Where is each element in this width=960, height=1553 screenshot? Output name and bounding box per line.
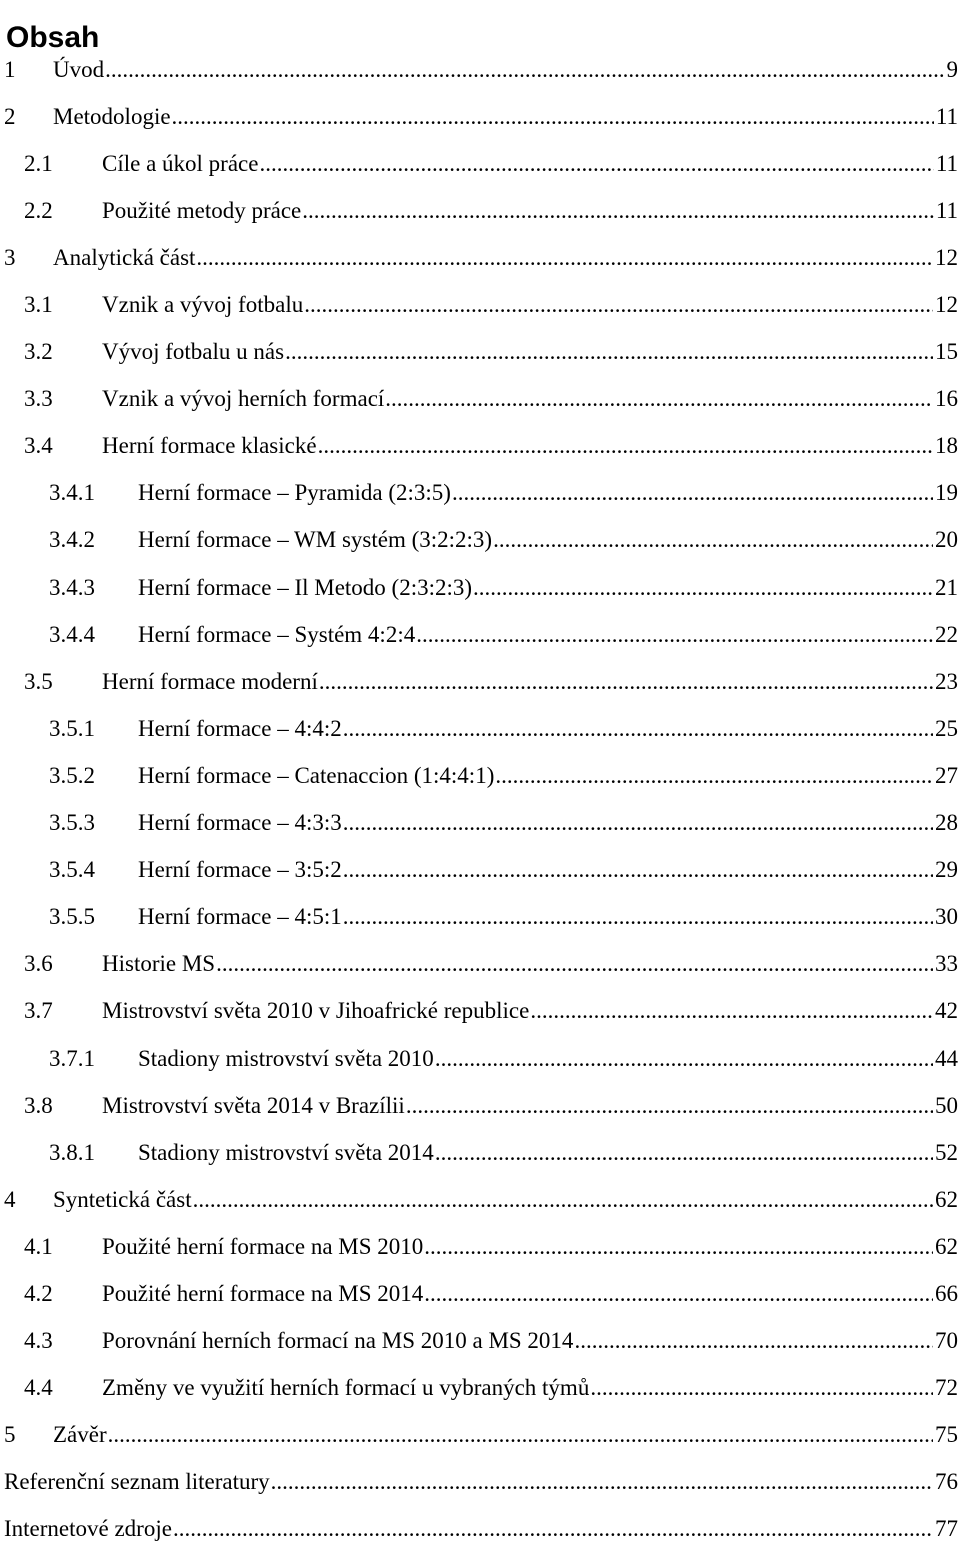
toc-entry-title: Cíle a úkol práce bbox=[102, 150, 259, 176]
toc-entry-title: Herní formace – WM systém (3:2:2:3) bbox=[138, 527, 493, 553]
toc-entry-number: 3.5 bbox=[24, 668, 53, 694]
toc-entry-page-number: 9 bbox=[946, 56, 958, 82]
toc-entry-title: Herní formace – Catenaccion (1:4:4:1) bbox=[138, 762, 495, 788]
dot-leader bbox=[196, 245, 933, 271]
toc-entry-title: Závěr bbox=[53, 1422, 107, 1448]
toc-entry-title: Herní formace – Pyramida (2:3:5) bbox=[138, 480, 451, 506]
toc-entry-page-number: 50 bbox=[935, 1092, 958, 1118]
toc-entry-page-number: 20 bbox=[935, 527, 958, 553]
toc-entry-title: Analytická část bbox=[53, 244, 196, 270]
toc-entry[interactable] bbox=[0, 1270, 960, 1317]
toc-entry[interactable] bbox=[0, 705, 960, 752]
toc-entry-title: Metodologie bbox=[53, 103, 171, 129]
toc-entry-number: 4.3 bbox=[24, 1328, 53, 1354]
toc-entry-title: Vznik a vývoj herních formací bbox=[102, 386, 385, 412]
toc-entry-number: 3.4 bbox=[24, 433, 53, 459]
toc-entry[interactable] bbox=[0, 611, 960, 658]
toc-entry-title: Internetové zdroje bbox=[4, 1516, 172, 1542]
dot-leader bbox=[105, 57, 944, 83]
toc-entry-number: 3.4.2 bbox=[49, 527, 95, 553]
toc-entry-page-number: 62 bbox=[935, 1233, 958, 1259]
toc-entry-page-number: 42 bbox=[935, 998, 958, 1024]
toc-entry-number: 2.1 bbox=[24, 150, 53, 176]
dot-leader bbox=[473, 575, 933, 601]
toc-entry-number: 3.5.5 bbox=[49, 904, 95, 930]
dot-leader bbox=[173, 1516, 933, 1542]
dot-leader bbox=[343, 716, 933, 742]
dot-leader bbox=[406, 1093, 933, 1119]
dot-leader bbox=[193, 1187, 933, 1213]
toc-entry-page-number: 15 bbox=[935, 339, 958, 365]
toc-entry-title: Použité herní formace na MS 2014 bbox=[102, 1280, 424, 1306]
toc-entry[interactable] bbox=[0, 376, 960, 423]
dot-leader bbox=[424, 1234, 933, 1260]
toc-entry-title: Herní formace – 4:4:2 bbox=[138, 715, 342, 741]
dot-leader bbox=[259, 151, 933, 177]
toc-entry[interactable] bbox=[0, 1318, 960, 1365]
dot-leader bbox=[435, 1046, 933, 1072]
toc-entry[interactable] bbox=[0, 1459, 960, 1506]
toc-entry-title: Vznik a vývoj fotbalu bbox=[102, 292, 304, 318]
dot-leader bbox=[452, 480, 933, 506]
toc-entry-number: 3.7.1 bbox=[49, 1045, 95, 1071]
toc-entry[interactable] bbox=[0, 800, 960, 847]
toc-entry-number: 3.5.3 bbox=[49, 810, 95, 836]
toc-entry-page-number: 23 bbox=[935, 668, 958, 694]
toc-entry[interactable] bbox=[0, 752, 960, 799]
dot-leader bbox=[493, 527, 933, 553]
dot-leader bbox=[343, 904, 933, 930]
toc-entry[interactable] bbox=[0, 1506, 960, 1553]
toc-entry-title: Použité herní formace na MS 2010 bbox=[102, 1233, 424, 1259]
dot-leader bbox=[590, 1375, 933, 1401]
toc-entry[interactable] bbox=[0, 1035, 960, 1082]
dot-leader bbox=[574, 1328, 933, 1354]
dot-leader bbox=[172, 104, 934, 130]
toc-entry-number: 3.6 bbox=[24, 951, 53, 977]
toc-entry[interactable] bbox=[0, 1176, 960, 1223]
toc-entry-number: 2 bbox=[4, 103, 16, 129]
toc-entry[interactable] bbox=[0, 423, 960, 470]
dot-leader bbox=[302, 198, 934, 224]
toc-entry-title: Herní formace klasické bbox=[102, 433, 317, 459]
dot-leader bbox=[343, 810, 933, 836]
dot-leader bbox=[304, 292, 933, 318]
toc-entry-page-number: 76 bbox=[935, 1469, 958, 1495]
toc-entry-title: Mistrovství světa 2014 v Brazílii bbox=[102, 1092, 405, 1118]
toc-entry-title: Vývoj fotbalu u nás bbox=[102, 339, 285, 365]
dot-leader bbox=[318, 433, 933, 459]
toc-entry-page-number: 28 bbox=[935, 810, 958, 836]
toc-entry-title: Herní formace moderní bbox=[102, 668, 318, 694]
toc-entry[interactable] bbox=[0, 658, 960, 705]
toc-entry[interactable] bbox=[0, 894, 960, 941]
toc-entry[interactable] bbox=[0, 1082, 960, 1129]
toc-entry-page-number: 19 bbox=[935, 480, 958, 506]
toc-entry[interactable] bbox=[0, 281, 960, 328]
toc-entry[interactable] bbox=[0, 1129, 960, 1176]
toc-entry-title: Historie MS bbox=[102, 951, 216, 977]
toc-entry-title: Herní formace – Il Metodo (2:3:2:3) bbox=[138, 574, 473, 600]
toc-entry-number: 1 bbox=[4, 56, 16, 82]
toc-entry-page-number: 70 bbox=[935, 1328, 958, 1354]
toc-entry-page-number: 22 bbox=[935, 621, 958, 647]
toc-entry-title: Herní formace – 4:5:1 bbox=[138, 904, 342, 930]
dot-leader bbox=[530, 998, 933, 1024]
dot-leader bbox=[108, 1422, 933, 1448]
toc-entry-page-number: 12 bbox=[935, 292, 958, 318]
toc-entry-page-number: 25 bbox=[935, 715, 958, 741]
dot-leader bbox=[285, 339, 933, 365]
toc-entry-page-number: 33 bbox=[935, 951, 958, 977]
toc-entry-page-number: 27 bbox=[935, 762, 958, 788]
toc-entry-title: Mistrovství světa 2010 v Jihoafrické republice bbox=[102, 998, 530, 1024]
toc-entry-page-number: 75 bbox=[935, 1422, 958, 1448]
toc-entry-title: Herní formace – 3:5:2 bbox=[138, 857, 342, 883]
toc-entry-title: Referenční seznam literatury bbox=[4, 1469, 270, 1495]
toc-entry-number: 3 bbox=[4, 244, 16, 270]
toc-entry-number: 3.7 bbox=[24, 998, 53, 1024]
toc-entry-page-number: 66 bbox=[935, 1280, 958, 1306]
toc-entry-number: 3.4.1 bbox=[49, 480, 95, 506]
dot-leader bbox=[424, 1281, 933, 1307]
toc-entry-page-number: 11 bbox=[935, 150, 958, 176]
toc-entry-page-number: 72 bbox=[935, 1375, 958, 1401]
toc-entry-number: 4.1 bbox=[24, 1233, 53, 1259]
dot-leader bbox=[271, 1469, 933, 1495]
toc-entry-title: Úvod bbox=[53, 56, 105, 82]
page-title: Obsah bbox=[6, 21, 100, 55]
toc-entry-number: 3.5.1 bbox=[49, 715, 95, 741]
toc-entry-page-number: 52 bbox=[935, 1139, 958, 1165]
toc-entry[interactable] bbox=[0, 187, 960, 234]
toc-entry-page-number: 11 bbox=[935, 103, 958, 129]
toc-entry[interactable] bbox=[0, 1412, 960, 1459]
dot-leader bbox=[416, 622, 933, 648]
toc-entry-page-number: 18 bbox=[935, 433, 958, 459]
toc-entry-title: Změny ve využití herních formací u vybraných týmů bbox=[102, 1375, 590, 1401]
dot-leader bbox=[343, 857, 933, 883]
dot-leader bbox=[435, 1140, 933, 1166]
dot-leader bbox=[385, 386, 933, 412]
toc-entry-number: 3.8 bbox=[24, 1092, 53, 1118]
toc-entry-number: 4.2 bbox=[24, 1280, 53, 1306]
toc-entry[interactable] bbox=[0, 847, 960, 894]
toc-entry-page-number: 29 bbox=[935, 857, 958, 883]
toc-entry[interactable] bbox=[0, 93, 960, 140]
toc-entry[interactable] bbox=[0, 517, 960, 564]
toc-entry-number: 3.1 bbox=[24, 292, 53, 318]
toc-entry[interactable] bbox=[0, 46, 960, 93]
toc-entry-number: 3.5.4 bbox=[49, 857, 95, 883]
dot-leader bbox=[216, 951, 933, 977]
toc-entry-title: Herní formace – 4:3:3 bbox=[138, 810, 342, 836]
toc-entry[interactable] bbox=[0, 140, 960, 187]
dot-leader bbox=[495, 763, 933, 789]
toc-entry-title: Herní formace – Systém 4:2:4 bbox=[138, 621, 416, 647]
toc-entry-number: 4 bbox=[4, 1186, 16, 1212]
toc-entry-number: 3.3 bbox=[24, 386, 53, 412]
toc-entry-page-number: 11 bbox=[935, 197, 958, 223]
toc-entry-page-number: 16 bbox=[935, 386, 958, 412]
toc-entry-number: 3.2 bbox=[24, 339, 53, 365]
toc-entry[interactable] bbox=[0, 1365, 960, 1412]
toc-entry-number: 5 bbox=[4, 1422, 16, 1448]
toc-entry-title: Porovnání herních formací na MS 2010 a MS 2014 bbox=[102, 1328, 574, 1354]
toc-entry-title: Použité metody práce bbox=[102, 197, 302, 223]
toc-entry-number: 3.4.3 bbox=[49, 574, 95, 600]
toc-entry-page-number: 12 bbox=[935, 244, 958, 270]
toc-entry-page-number: 62 bbox=[935, 1186, 958, 1212]
toc-entry[interactable] bbox=[0, 234, 960, 281]
toc-entry[interactable] bbox=[0, 470, 960, 517]
toc-entry-number: 2.2 bbox=[24, 197, 53, 223]
toc-entry-page-number: 77 bbox=[935, 1516, 958, 1542]
toc-entry-title: Syntetická část bbox=[53, 1186, 192, 1212]
toc-entry-page-number: 30 bbox=[935, 904, 958, 930]
toc-entry[interactable] bbox=[0, 564, 960, 611]
toc-entry[interactable] bbox=[0, 988, 960, 1035]
toc-entry-title: Stadiony mistrovství světa 2014 bbox=[138, 1139, 434, 1165]
toc-entry-number: 4.4 bbox=[24, 1375, 53, 1401]
dot-leader bbox=[319, 669, 933, 695]
toc-entry-page-number: 21 bbox=[935, 574, 958, 600]
toc-entry-number: 3.4.4 bbox=[49, 621, 95, 647]
toc-entry[interactable] bbox=[0, 941, 960, 988]
toc-entry-number: 3.8.1 bbox=[49, 1139, 95, 1165]
toc-entry-page-number: 44 bbox=[935, 1045, 958, 1071]
table-of-contents bbox=[0, 46, 960, 1553]
toc-entry-title: Stadiony mistrovství světa 2010 bbox=[138, 1045, 434, 1071]
toc-entry-number: 3.5.2 bbox=[49, 762, 95, 788]
toc-entry[interactable] bbox=[0, 1223, 960, 1270]
toc-entry[interactable] bbox=[0, 329, 960, 376]
